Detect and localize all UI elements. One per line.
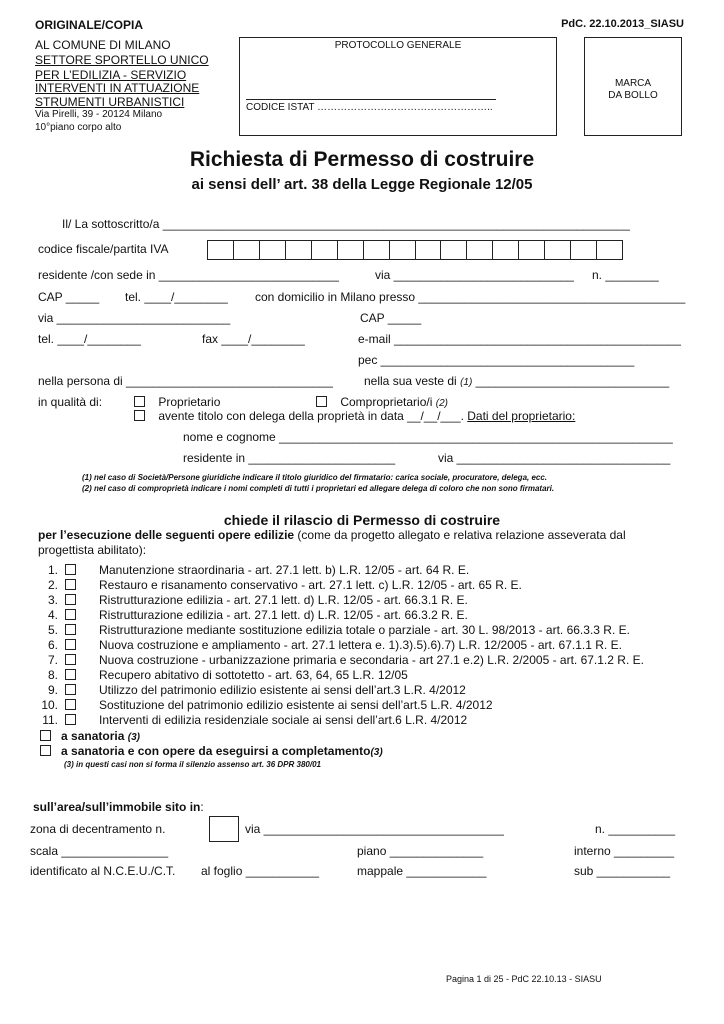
checkbox[interactable] (65, 684, 76, 695)
nceu-label: identificato al N.C.E.U./C.T. (30, 864, 176, 878)
item-number: 5. (47, 623, 58, 637)
page-title: Richiesta di Permesso di costruire (189, 148, 535, 171)
item-label: Restauro e risanamento conservativo - art. 27.1 lett. c) L.R. 12/05 - art. 65 R. E. (99, 578, 522, 592)
recipient-line: AL COMUNE DI MILANO (35, 38, 171, 52)
item-number: 8. (47, 668, 58, 682)
list-item[interactable] (40, 713, 700, 727)
tel-field[interactable]: tel. ____/________ (38, 332, 141, 346)
residente-in-field[interactable]: residente in ______________________ (183, 451, 396, 465)
checkbox[interactable] (134, 410, 145, 421)
veste-line: _____________________________ (472, 374, 670, 388)
list-item[interactable] (40, 638, 700, 652)
property-heading-colon: : (200, 800, 204, 814)
list-item[interactable] (40, 563, 700, 577)
checkbox[interactable] (316, 396, 327, 407)
page-footer: Pagina 1 di 25 - PdC 22.10.13 - SIASU (446, 974, 602, 984)
item-number: 3. (47, 593, 58, 607)
list-item[interactable] (40, 608, 700, 622)
item-label: Interventi di edilizia residenziale sociale ai sensi dell’art.6 L.R. 4/2012 (99, 713, 468, 727)
recipient-line: PER L’EDILIZIA - SERVIZIO (35, 68, 187, 82)
checkbox[interactable] (40, 745, 51, 756)
cap-field[interactable]: CAP _____ (38, 290, 100, 304)
recipient-line: INTERVENTI IN ATTUAZIONE (35, 81, 200, 95)
list-item[interactable] (40, 698, 700, 712)
item-number: 10. (41, 698, 58, 712)
item-label: Sostituzione del patrimonio edilizio esistente ai sensi dell’art.5 L.R. 4/2012 (99, 698, 493, 712)
item-label: Utilizzo del patrimonio edilizio esistente ai sensi dell’art.3 L.R. 4/2012 (99, 683, 466, 697)
address-line: 10°piano corpo alto (35, 122, 122, 133)
protocol-label: PROTOCOLLO GENERALE (334, 40, 462, 51)
form-code: PdC. 22.10.2013_SIASU (561, 18, 684, 30)
footnote-2: (2) nel caso di comproprietà indicare i nomi completi di tutti i proprietari ed allegare delega di coloro che non sono firmatari. (82, 484, 555, 493)
checkbox[interactable] (65, 654, 76, 665)
request-intro-line2: progettista abilitato): (38, 543, 147, 557)
checkbox[interactable] (65, 609, 76, 620)
request-heading: chiede il rilascio di Permesso di costruire (223, 512, 501, 528)
sanatoria-option[interactable] (40, 729, 140, 743)
item-number: 7. (47, 653, 58, 667)
email-field[interactable]: e-mail ___________________________________________ (358, 332, 681, 346)
item-number: 6. (47, 638, 58, 652)
zona-label: zona di decentramento n. (30, 822, 166, 836)
copy-label: ORIGINALE/COPIA (35, 18, 144, 32)
recipient-line: STRUMENTI URBANISTICI (35, 95, 185, 109)
note-ref: (2) (435, 398, 448, 409)
veste-label: nella sua veste di (364, 374, 457, 388)
list-item[interactable] (40, 683, 700, 697)
scala-field[interactable]: scala ________________ (30, 844, 169, 858)
piano-field[interactable]: piano ______________ (357, 844, 484, 858)
checkbox[interactable] (65, 639, 76, 650)
footnote-1: (1) nel caso di Società/Persone giuridiche indicare il titolo giuridico del firmatario: carica sociale, procuratore, delega, ecc. (82, 473, 548, 482)
item-number: 11. (42, 713, 58, 727)
istat-field[interactable]: CODICE ISTAT …………………………………………….. (246, 102, 493, 113)
checkbox[interactable] (65, 699, 76, 710)
request-intro-text: (come da progetto allegato e relativa relazione asseverata dal (294, 528, 626, 542)
domicilio-field[interactable]: con domicilio in Milano presso ________________________________________ (255, 290, 686, 304)
stamp-label: MARCA (614, 78, 652, 89)
mappale-field[interactable]: mappale ____________ (357, 864, 487, 878)
sottoscritto-field[interactable]: Il/ La sottoscritto/a ______________________________________________________________________ (62, 217, 630, 231)
list-item[interactable] (40, 593, 700, 607)
note-ref: (3) (127, 732, 140, 743)
item-label: Manutenzione straordinaria - art. 27.1 lett. b) L.R. 12/05 - art. 64 R. E. (99, 563, 470, 577)
fax-field[interactable]: fax ____/________ (202, 332, 305, 346)
sanatoria-opere-label: a sanatoria e con opere da eseguirsi a completamento (61, 744, 371, 758)
sanatoria-label: a sanatoria (61, 729, 125, 743)
item-number: 9. (47, 683, 58, 697)
checkbox[interactable] (65, 714, 76, 725)
item-label: Recupero abitativo di sottotetto - art. 63, 64, 65 L.R. 12/05 (99, 668, 408, 682)
residente-field[interactable]: residente /con sede in ___________________________ (38, 268, 339, 282)
via-field[interactable]: via ________________________________ (438, 451, 671, 465)
codice-fiscale-label: codice fiscale/partita IVA (38, 242, 169, 256)
item-label: Ristrutturazione edilizia - art. 27.1 lett. d) L.R. 12/05 - art. 66.3.1 R. E. (99, 593, 468, 607)
tel-field[interactable]: tel. ____/________ (125, 290, 228, 304)
item-number: 2. (47, 578, 58, 592)
list-item[interactable] (40, 623, 700, 637)
checkbox[interactable] (40, 730, 51, 741)
comproprietario-label: Comproprietario/i (340, 395, 433, 409)
via-field[interactable]: via ____________________________________ (245, 822, 504, 836)
protocol-box (239, 37, 557, 136)
checkbox[interactable] (65, 564, 76, 575)
list-item[interactable] (40, 668, 700, 682)
item-label: Ristrutturazione edilizia - art. 27.1 lett. d) L.R. 12/05 - art. 66.3.2 R. E. (99, 608, 468, 622)
checkbox[interactable] (65, 594, 76, 605)
delega-option[interactable] (134, 409, 575, 423)
dati-proprietario-label: Dati del proprietario: (467, 409, 576, 423)
item-number: 1. (47, 563, 58, 577)
zona-input[interactable] (209, 816, 239, 842)
note-ref: (3) (370, 747, 383, 758)
numero-field[interactable]: n. ________ (592, 268, 659, 282)
list-item[interactable] (40, 578, 700, 592)
sanatoria-opere-option[interactable] (40, 744, 383, 758)
recipient-line: SETTORE SPORTELLO UNICO (35, 53, 209, 67)
property-heading (33, 800, 204, 814)
checkbox[interactable] (134, 396, 145, 407)
item-label: Ristrutturazione mediante sostituzione edilizia totale o parziale - art. 30 L. 98/2013 - art. 66.3.3 R. E. (99, 623, 630, 637)
via-field[interactable]: via ___________________________ (375, 268, 574, 282)
codice-fiscale-input[interactable] (207, 240, 623, 260)
pec-field[interactable]: pec ______________________________________ (358, 353, 635, 367)
item-label: Nuova costruzione e ampliamento - art. 27.1 lettera e. 1).3).5).6).7) L.R. 12/2005 - art. 67.1.1 R. E. (99, 638, 622, 652)
via-field[interactable]: via __________________________ (38, 311, 231, 325)
comproprietario-option[interactable] (316, 395, 448, 409)
request-intro-bold: per l’esecuzione delle seguenti opere edilizie (38, 528, 295, 542)
item-label: Nuova costruzione - urbanizzazione primaria e secondaria - art 27.1 e.2) L.R. 2/2005 - art. 67.1.2 R. E. (99, 653, 644, 667)
numero-field[interactable]: n. __________ (595, 822, 676, 836)
proprietario-option[interactable] (134, 395, 220, 409)
note-ref: (1) (460, 377, 473, 388)
qualita-label: in qualità di: (38, 395, 103, 409)
footnote-3: (3) in questi casi non si forma il silenzio assenso art. 36 DPR 380/01 (64, 760, 321, 769)
sub-field[interactable]: sub ___________ (574, 864, 671, 878)
persona-field[interactable]: nella persona di _______________________________ (38, 374, 333, 388)
proprietario-label: Proprietario (158, 395, 221, 409)
nome-cognome-field[interactable]: nome e cognome ___________________________________________________________ (183, 430, 673, 444)
delega-label: avente titolo con delega della proprietà in data __/__/___. (158, 409, 464, 423)
foglio-field[interactable]: al foglio ___________ (201, 864, 320, 878)
list-item[interactable] (40, 653, 700, 667)
property-heading-text: sull’area/sull’immobile sito in (33, 800, 201, 814)
checkbox[interactable] (65, 669, 76, 680)
request-intro (38, 528, 626, 542)
interno-field[interactable]: interno _________ (574, 844, 675, 858)
protocol-line (246, 99, 496, 100)
checkbox[interactable] (65, 579, 76, 590)
item-number: 4. (47, 608, 58, 622)
stamp-label: DA BOLLO (608, 90, 658, 101)
checkbox[interactable] (65, 624, 76, 635)
cap-field[interactable]: CAP _____ (360, 311, 422, 325)
address-line: Via Pirelli, 39 - 20124 Milano (35, 109, 163, 120)
page-subtitle: ai sensi dell’ art. 38 della Legge Regionale 12/05 (191, 176, 533, 193)
veste-field[interactable] (364, 374, 669, 388)
stamp-box (584, 37, 682, 136)
